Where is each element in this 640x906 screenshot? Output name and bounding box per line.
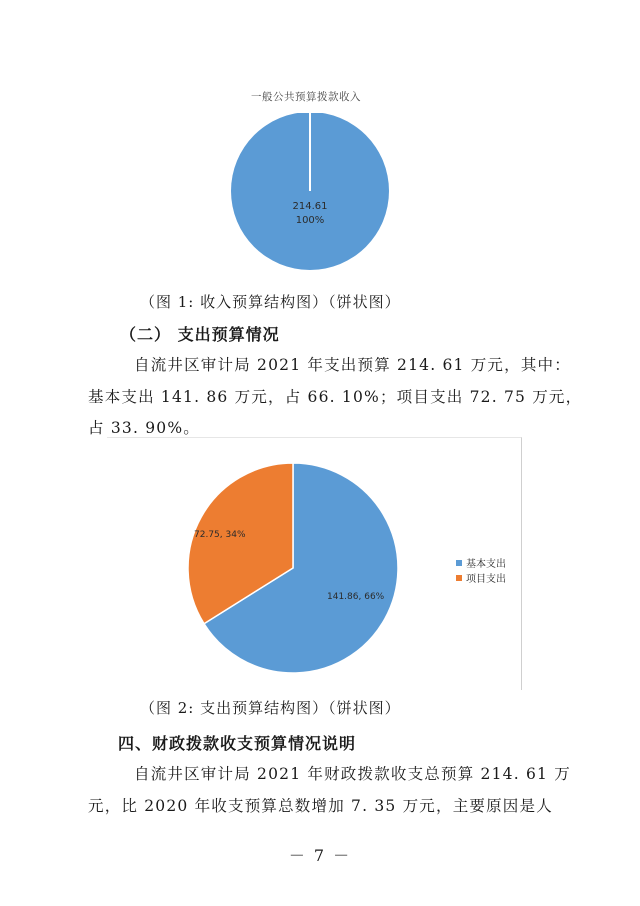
paragraph-line: 基本支出 141. 86 万元，占 66. 10%；项目支出 72. 75 万元， bbox=[88, 388, 583, 406]
legend-swatch-project bbox=[456, 575, 462, 581]
legend-item-project bbox=[456, 570, 506, 585]
legend-item-basic bbox=[456, 555, 506, 570]
section-heading-fiscal: 四、财政拨款收支预算情况说明 bbox=[118, 734, 357, 753]
page-number: － 7 － bbox=[288, 846, 352, 865]
paragraph-line: 元，比 2020 年收支预算总数增加 7. 35 万元，主要原因是人 bbox=[88, 797, 553, 815]
chart1-pie bbox=[222, 113, 398, 273]
section-heading-expenditure: （二） 支出预算情况 bbox=[120, 325, 280, 344]
figure1-caption: （图 1: 收入预算结构图）（饼状图） bbox=[140, 293, 401, 311]
chart2-project-data-label: 72.75, 34% bbox=[194, 530, 246, 540]
legend-label-project: 项目支出 bbox=[466, 574, 506, 585]
legend-label-basic: 基本支出 bbox=[466, 559, 506, 570]
chart1-value-label: 214.61 bbox=[292, 201, 328, 212]
figure2-caption: （图 2: 支出预算结构图）（饼状图） bbox=[140, 699, 401, 717]
legend-swatch-basic bbox=[456, 560, 462, 566]
paragraph-line: 自流井区审计局 2021 年支出预算 214. 61 万元，其中： bbox=[134, 356, 571, 374]
paragraph-line: 占 33. 90%。 bbox=[88, 419, 200, 437]
chart2-legend bbox=[456, 555, 506, 585]
paragraph-line: 自流井区审计局 2021 年财政拨款收支总预算 214. 61 万 bbox=[134, 765, 571, 783]
chart2-basic-data-label: 141.86, 66% bbox=[327, 592, 385, 602]
chart1-percent-label: 100% bbox=[295, 215, 325, 226]
chart1-title: 一般公共预算拨款收入 bbox=[251, 91, 361, 103]
chart2-pie bbox=[186, 461, 400, 675]
